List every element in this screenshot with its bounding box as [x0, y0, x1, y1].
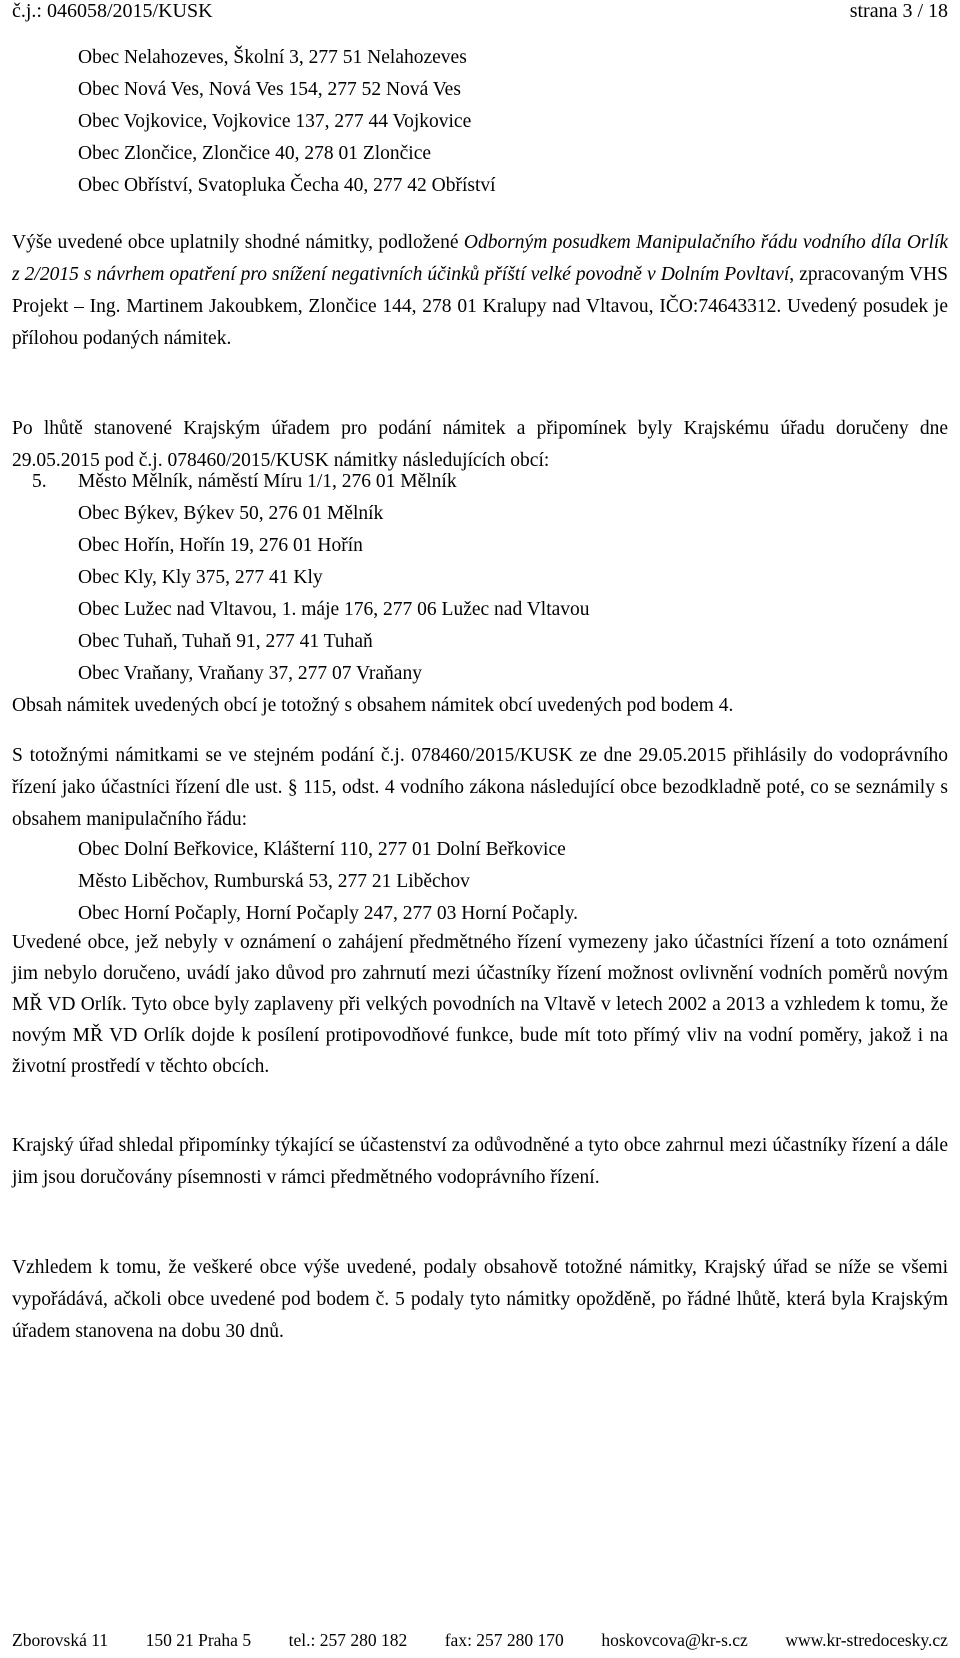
- list-item: Obec Tuhaň, Tuhaň 91, 277 41 Tuhaň: [78, 631, 373, 652]
- paragraph-settlement: Vzhledem k tomu, že veškeré obce výše uvedené, podaly obsahově totožné námitky, Krajský úřad se níže se všemi vypořádává, ačkoli obce uvedené pod bodem č. 5 podaly tyto námitky opožděně, po řádné lhůtě, která byla Krajským úřadem stanovena na dobu 30 dnů.: [12, 1257, 948, 1342]
- page-footer: [12, 1630, 948, 1654]
- list-item: Obec Lužec nad Vltavou, 1. máje 176, 277 06 Lužec nad Vltavou: [78, 599, 590, 620]
- list-item: Obec Nová Ves, Nová Ves 154, 277 52 Nová Ves: [78, 79, 461, 100]
- list-item: Obec Vraňany, Vraňany 37, 277 07 Vraňany: [78, 663, 422, 684]
- list-item: Obec Dolní Beřkovice, Klášterní 110, 277 01 Dolní Beřkovice: [78, 839, 566, 860]
- page-number: strana 3 / 18: [849, 0, 948, 22]
- paragraph-joined-parties: S totožnými námitkami se ve stejném podání č.j. 078460/2015/KUSK ze dne 29.05.2015 přihlásily do vodoprávního řízení jako účastníci řízení dle ust. § 115, odst. 4 vodního zákona následující obce bezodkladně poté, co se seznámily s obsahem manipulačního řádu:: [12, 745, 948, 830]
- paragraph-identical-content: Obsah námitek uvedených obcí je totožný s obsahem námitek obcí uvedených pod bodem 4.: [12, 695, 734, 716]
- list-item: Město Mělník, náměstí Míru 1/1, 276 01 Mělník: [78, 471, 457, 492]
- paragraph-flood-reasoning: Uvedené obce, jež nebyly v oznámení o zahájení předmětného řízení vymezeny jako účastníci řízení a toto oznámení jim nebylo doručeno, uvádí jako důvod pro zahrnutí mezi účastníky řízení možnost ovlivnění vodních poměrů novým MŘ VD Orlík. Tyto obce byly zaplaveny při velkých povodních na Vltavě v letech 2002 a 2013 a vzhledem k tomu, že novým MŘ VD Orlík dojde k posílení protipovodňové funkce, bude mít toto přímý vliv na vodní poměry, jakož i na životní prostředí v těchto obcích.: [12, 932, 948, 1077]
- list-item: Obec Nelahozeves, Školní 3, 277 51 Nelahozeves: [78, 47, 467, 68]
- list-item: Obec Zlončice, Zlončice 40, 278 01 Zlončice: [78, 143, 432, 164]
- footer-email: hoskovcova@kr-s.cz: [601, 1630, 748, 1650]
- paragraph-office-finding: Krajský úřad shledal připomínky týkající se účastenství za odůvodněné a tyto obce zahrnul mezi účastníky řízení a dále jim jsou doručovány písemnosti v rámci předmětného vodoprávního řízení.: [12, 1135, 948, 1188]
- list-item: Obec Hořín, Hořín 19, 276 01 Hořín: [78, 535, 363, 556]
- list-item: Obec Vojkovice, Vojkovice 137, 277 44 Vojkovice: [78, 111, 472, 132]
- footer-fax: fax: 257 280 170: [444, 1630, 564, 1650]
- list-item: Město Liběchov, Rumburská 53, 277 21 Liběchov: [78, 871, 470, 892]
- list-item: Obec Býkev, Býkev 50, 276 01 Mělník: [78, 503, 384, 524]
- page-header: [12, 0, 948, 26]
- list-item: Obec Kly, Kly 375, 277 41 Kly: [78, 567, 323, 588]
- paragraph-rest: , zpracovaným VHS Projekt – Ing. Martinem Jakoubkem, Zlončice 144, 278 01 Kralupy nad Vltavou, IČO:74643312. Uvedený posudek je přílohou podaných námitek.: [12, 264, 948, 349]
- item-number: 5.: [32, 471, 47, 492]
- reference-number: č.j.: 046058/2015/KUSK: [12, 0, 213, 22]
- list-item: Obec Horní Počaply, Horní Počaply 247, 277 03 Horní Počaply.: [78, 903, 579, 924]
- paragraph-objections: [12, 227, 948, 355]
- footer-website: www.kr-stredocesky.cz: [785, 1630, 948, 1650]
- footer-address: Zborovská 11: [12, 1630, 109, 1650]
- paragraph-late-objections: Po lhůtě stanovené Krajským úřadem pro podání námitek a připomínek byly Krajskému úřadu doručeny dne 29.05.2015 pod č.j. 078460/2015/KUSK námitky následujících obcí:: [12, 418, 948, 471]
- expert-opinion-title: Odborným posudkem Manipulačního řádu vodního díla Orlík z 2/2015 s návrhem opatření pro snížení negativních účinků příští velké povodně v Dolním Povltaví: [12, 232, 948, 285]
- paragraph-lead: Výše uvedené obce uplatnily shodné námitky, podložené: [12, 232, 464, 253]
- footer-city: 150 21 Praha 5: [145, 1630, 252, 1650]
- list-item: Obec Obříství, Svatopluka Čecha 40, 277 42 Obříství: [78, 175, 496, 196]
- footer-phone: tel.: 257 280 182: [288, 1630, 408, 1650]
